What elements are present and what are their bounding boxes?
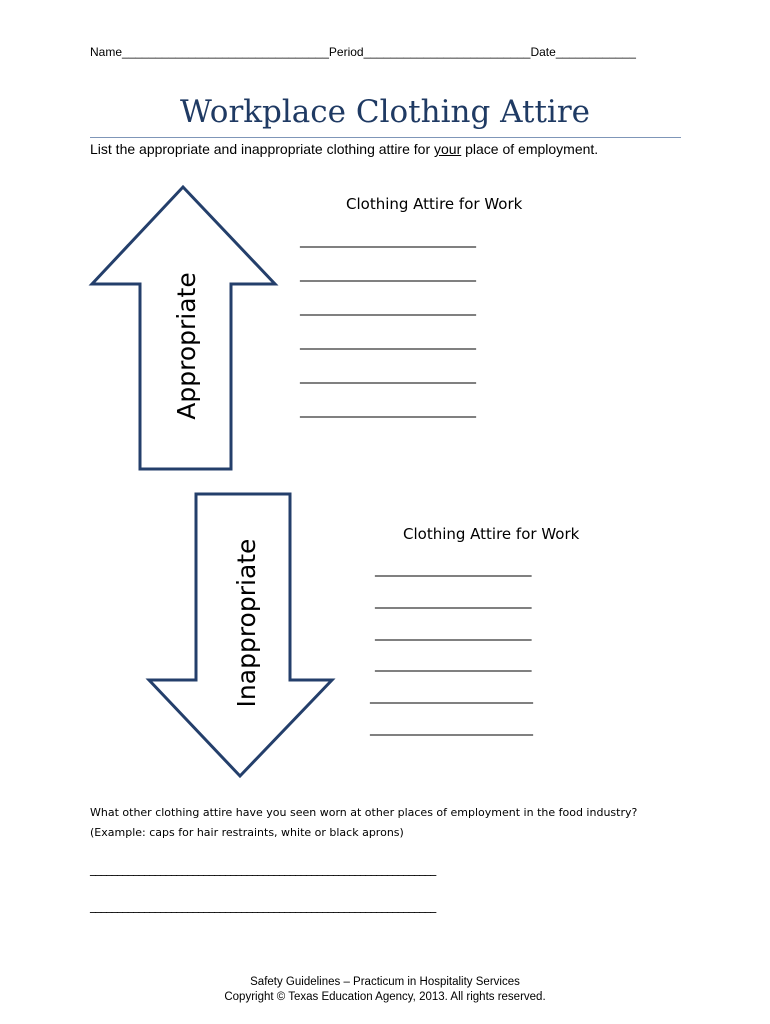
inappropriate-line-2[interactable]: ________________________ xyxy=(375,593,531,609)
appropriate-heading: Clothing Attire for Work xyxy=(346,195,523,213)
appropriate-line-1[interactable]: ___________________________ xyxy=(300,232,476,248)
name-field[interactable]: _______________________________ xyxy=(122,45,329,59)
appropriate-line-3[interactable]: ___________________________ xyxy=(300,300,476,316)
page-title: Workplace Clothing Attire xyxy=(180,94,590,130)
inappropriate-line-1[interactable]: ________________________ xyxy=(375,561,531,577)
period-field[interactable]: _________________________ xyxy=(363,45,531,59)
inappropriate-arrow-label: Inappropriate xyxy=(232,538,261,708)
instructions-text-start: List the appropriate and inappropriate clothing attire for xyxy=(90,141,434,157)
question-text: What other clothing attire have you seen worn at other places of employment in the food industry? xyxy=(90,806,638,819)
instructions-emphasis: your xyxy=(434,141,462,157)
period-label: Period xyxy=(328,45,364,59)
appropriate-line-5[interactable]: ___________________________ xyxy=(300,368,476,384)
inappropriate-line-5[interactable]: _________________________ xyxy=(370,688,533,704)
name-label: Name xyxy=(90,45,123,59)
inappropriate-line-6[interactable]: _________________________ xyxy=(370,720,533,736)
date-label: Date xyxy=(530,45,556,59)
answer-line-1[interactable]: ________________________________________________________________ xyxy=(90,862,436,876)
appropriate-line-4[interactable]: ___________________________ xyxy=(300,334,476,350)
footer-copyright: Copyright © Texas Education Agency, 2013. All rights reserved. xyxy=(224,991,546,1003)
answer-line-2[interactable]: ________________________________________________________________ xyxy=(90,899,436,913)
inappropriate-line-3[interactable]: ________________________ xyxy=(375,625,531,641)
appropriate-arrow-label: Appropriate xyxy=(172,272,201,420)
instructions-text-end: place of employment. xyxy=(461,141,599,157)
question-example: (Example: caps for hair restraints, white or black aprons) xyxy=(90,826,404,839)
inappropriate-line-4[interactable]: ________________________ xyxy=(375,656,531,672)
appropriate-line-2[interactable]: ___________________________ xyxy=(300,266,476,282)
footer-course: Safety Guidelines – Practicum in Hospitality Services xyxy=(250,976,520,988)
inappropriate-heading: Clothing Attire for Work xyxy=(403,525,580,543)
appropriate-line-6[interactable]: ___________________________ xyxy=(300,402,476,418)
date-field[interactable]: ____________ xyxy=(555,45,636,59)
